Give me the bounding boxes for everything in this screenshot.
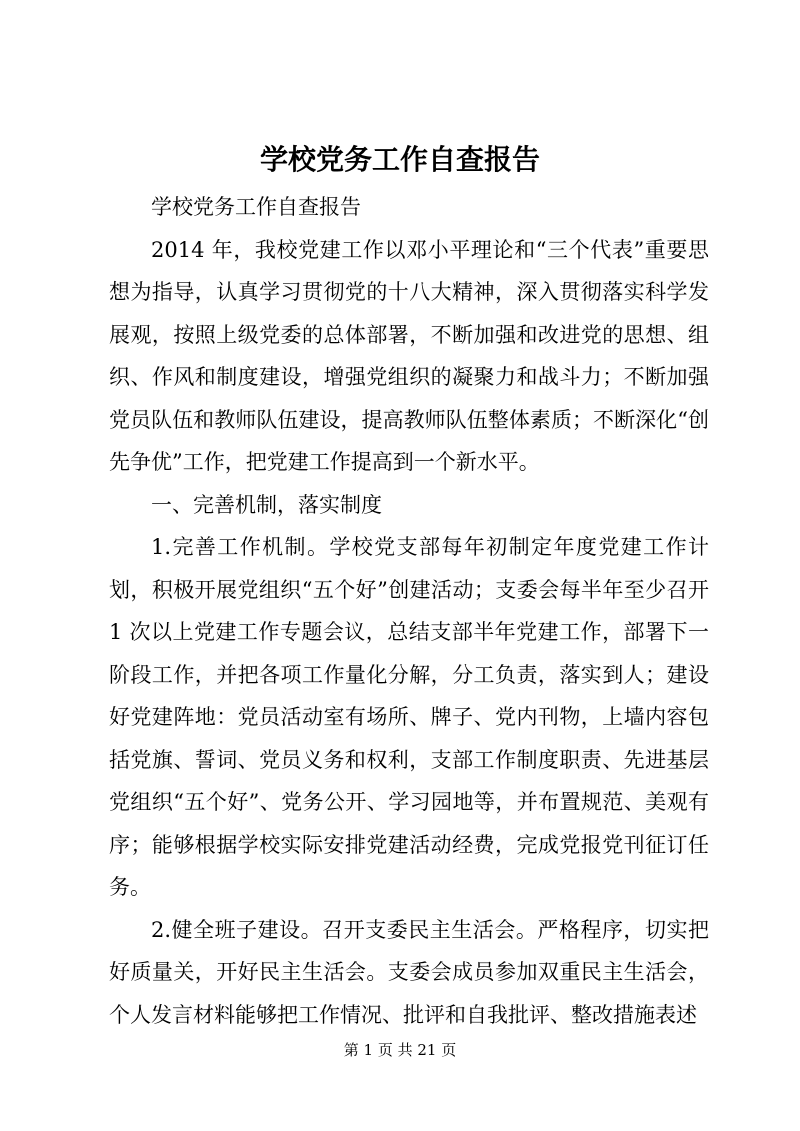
document-body (109, 186, 709, 1036)
paragraph-subtitle: 学校党务工作自查报告 (151, 195, 361, 219)
paragraph-intro: 2014 年，我校党建工作以邓小平理论和“三个代表”重要思想为指导，认真学习贯彻党的十八大精神，深入贯彻落实科学发展观，按照上级党委的总体部署，不断加强和改进党的思想、组织、作风和制度建设，增强党组织的凝聚力和战斗力；不断加强党员队伍和教师队伍建设，提高教师队伍整体素质；不断深化“创先争优”工作，把党建工作提高到一个新水平。 (109, 237, 709, 474)
document-title: 学校党务工作自查报告 (259, 143, 540, 176)
paragraph-item-1: 1.完善工作机制。学校党支部每年初制定年度党建工作计划，积极开展党组织“五个好”创建活动；支委会每半年至少召开 1 次以上党建工作专题会议，总结支部半年党建工作，部署下一阶段工作，并把各项工作量化分解，分工负责，落实到人；建设好党建阵地：党员活动室有场所、牌子、党内刊物，上墙内容包括党旗、誓词、党员义务和权利，支部工作制度职责、先进基层党组织“五个好”、党务公开、学习园地等，并布置规范、美观有序；能够根据学校实际安排党建活动经费，完成党报党刊征订任务。 (109, 535, 709, 899)
section-heading: 一、完善机制，落实制度 (151, 492, 382, 517)
page-footer: 第 1 页 共 21 页 (343, 1041, 457, 1059)
paragraph-item-2: 2.健全班子建设。召开支委民主生活会。严格程序，切实把好质量关，开好民主生活会。支委会成员参加双重民主生活会，个人发言材料能够把工作情况、批评和自我批评、整改措施表述 (109, 917, 709, 1027)
